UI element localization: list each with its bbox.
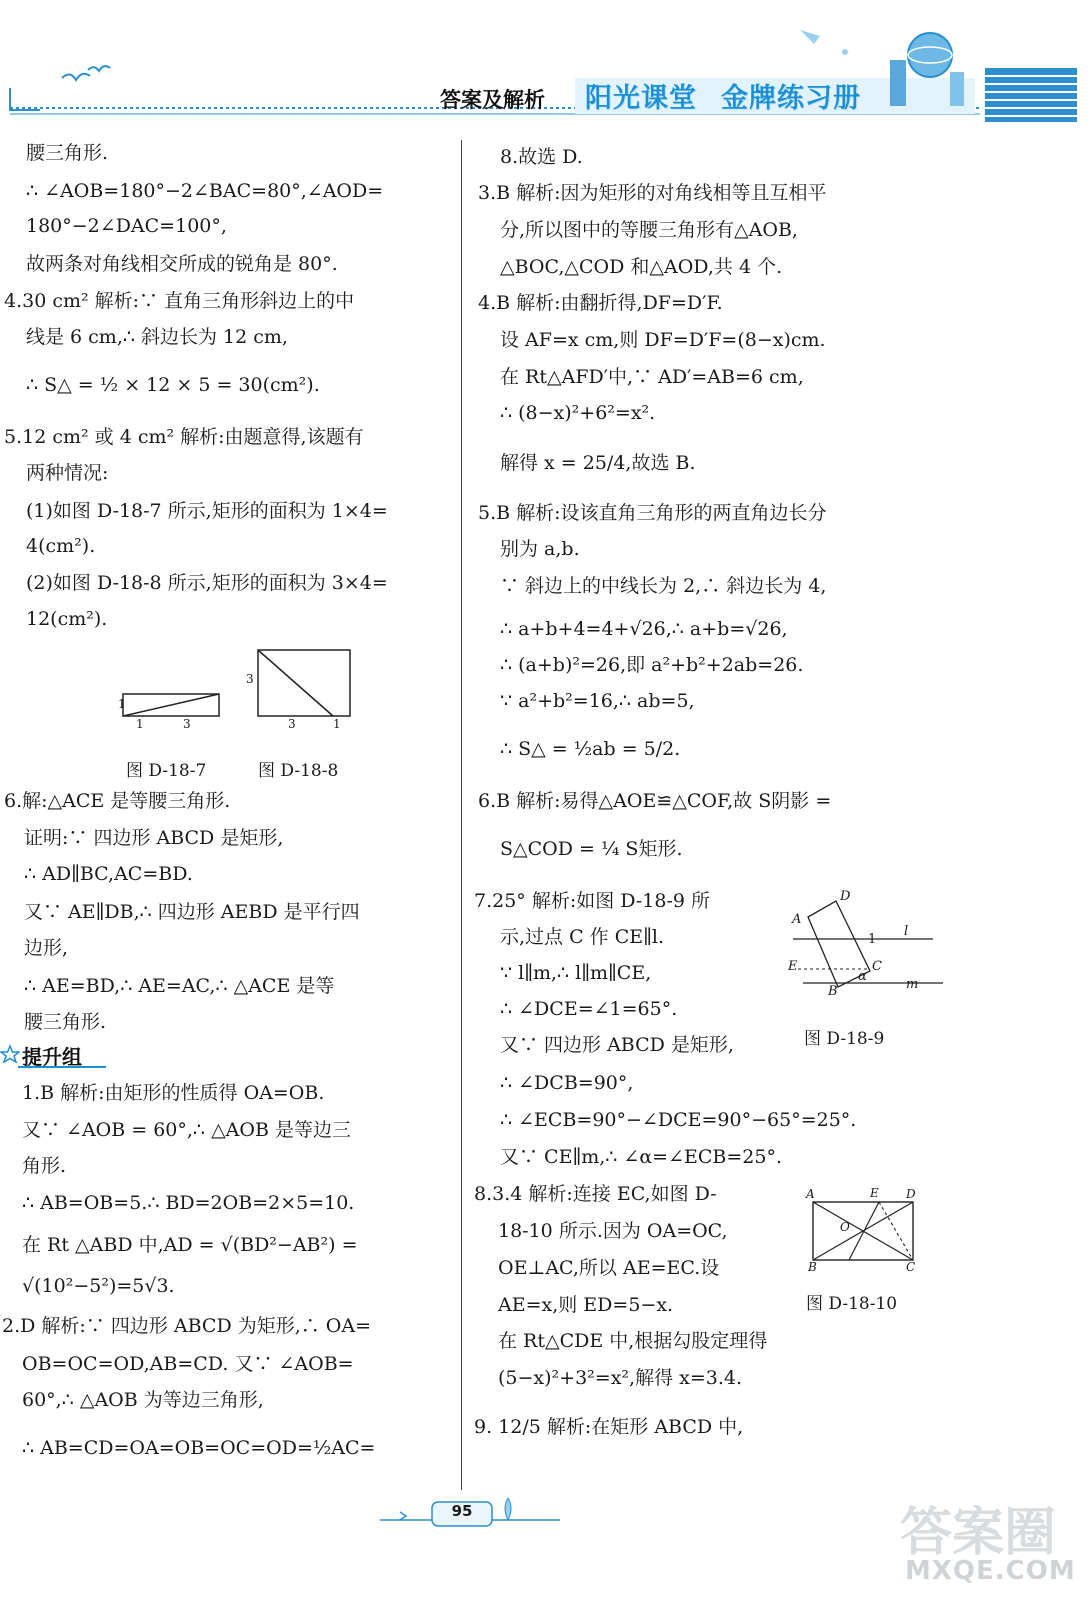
text-line: 线是 6 cm,∴ 斜边长为 12 cm, xyxy=(26,326,288,348)
text-line: 证明:∵ 四边形 ABCD 是矩形, xyxy=(24,827,284,849)
text-line: 在 Rt△CDE 中,根据勾股定理得 xyxy=(498,1330,768,1352)
brand-title xyxy=(585,76,885,115)
figure-d18-9 xyxy=(788,887,948,1007)
fig9-label: D xyxy=(840,889,851,904)
text-line: ∴ a+b+4=4+√26,∴ a+b=√26, xyxy=(500,618,788,640)
text-line: ∵ 斜边上的中线长为 2,∴ 斜边长为 4, xyxy=(500,575,827,597)
text-line: 在 Rt△AFD′中,∵ AD′=AB=6 cm, xyxy=(500,366,804,388)
fig9-label: α xyxy=(858,969,867,984)
text-line: 又∵ ∠AOB = 60°,∴ △AOB 是等边三 xyxy=(22,1119,351,1141)
text-line: 又∵ 四边形 ABCD 是矩形, xyxy=(500,1034,734,1056)
text-line: (5−x)²+3²=x²,解得 x=3.4. xyxy=(498,1367,743,1389)
fig7-label: 1 xyxy=(118,697,126,711)
text-line: 又∵ AE∥DB,∴ 四边形 AEBD 是平行四 xyxy=(24,901,360,923)
fig9-label: 1 xyxy=(868,932,877,947)
text-line: 边形, xyxy=(24,937,69,959)
text-line: AE=x,则 ED=5−x. xyxy=(498,1294,674,1316)
text-line: 分,所以图中的等腰三角形有△AOB, xyxy=(500,219,798,241)
text-line: ∴ ∠DCE=∠1=65°. xyxy=(500,998,678,1020)
text-line: 腰三角形. xyxy=(24,1011,107,1033)
section-underline xyxy=(18,1066,106,1068)
text-line: (2)如图 D-18-8 所示,矩形的面积为 3×4= xyxy=(26,572,388,594)
formula-line: ∴ S△ = ½ab = 5/2. xyxy=(500,738,681,760)
watermark-logo: 答案圈 xyxy=(900,1503,1057,1563)
text-line: 设 AF=x cm,则 DF=D′F=(8−x)cm. xyxy=(500,329,826,351)
answer-line: 9. 12/5 解析:在矩形 ABCD 中, xyxy=(474,1416,744,1438)
text-line: 在 Rt △ABD 中,AD = √(BD²−AB²) = xyxy=(22,1234,358,1256)
answer-line: 4.30 cm² 解析:∵ 直角三角形斜边上的中 xyxy=(4,290,355,312)
fig9-label: E xyxy=(788,959,798,974)
text-line: 示,过点 C 作 CE∥l. xyxy=(500,926,664,948)
fig9-label: C xyxy=(872,959,882,974)
text-line: 18-10 所示.因为 OA=OC, xyxy=(498,1220,728,1242)
answer-line: 2.D 解析:∵ 四边形 ABCD 为矩形,∴ OA= xyxy=(2,1315,372,1337)
text-line: ∴ (8−x)²+6²=x². xyxy=(500,402,656,424)
text-line: (1)如图 D-18-7 所示,矩形的面积为 1×4= xyxy=(26,500,388,522)
text-line: △BOC,△COD 和△AOD,共 4 个. xyxy=(500,256,783,278)
text-line: 8.故选 D. xyxy=(500,146,583,168)
line-ef xyxy=(849,1202,879,1260)
text-line: ∵ a²+b²=16,∴ ab=5, xyxy=(500,690,695,712)
text-line: 60°,∴ △AOB 为等边三角形, xyxy=(22,1389,264,1411)
fig10-label: E xyxy=(870,1186,879,1200)
fig10-label: B xyxy=(808,1260,817,1274)
answer-line: 3.B 解析:因为矩形的对角线相等且互相平 xyxy=(478,182,827,204)
fig10-label: D xyxy=(906,1187,916,1201)
fig9-caption: 图 D-18-9 xyxy=(804,1029,885,1049)
text-line: 4(cm²). xyxy=(26,535,96,557)
text-line: ∴ AD∥BC,AC=BD. xyxy=(24,863,193,885)
answer-line: 1.B 解析:由矩形的性质得 OA=OB. xyxy=(22,1082,325,1104)
fig8-label: 1 xyxy=(333,717,341,731)
text-line: 180°−2∠DAC=100°, xyxy=(26,215,227,237)
formula-line: ∴ S△ = ½ × 12 × 5 = 30(cm²). xyxy=(26,374,320,396)
fig8-label: 3 xyxy=(246,672,254,686)
fig10-label: A xyxy=(806,1187,815,1201)
text-line: ∴ ∠DCB=90°, xyxy=(500,1072,634,1094)
star-icon xyxy=(0,1044,20,1064)
text-line: √(10²−5²)=5√3. xyxy=(22,1275,175,1297)
text-line: 腰三角形. xyxy=(26,142,109,164)
answer-line: 5.B 解析:设该直角三角形的两直角边长分 xyxy=(478,502,827,524)
text-line: ∴ (a+b)²=26,即 a²+b²+2ab=26. xyxy=(500,654,804,676)
formula-line: S△COD = ¼ S矩形. xyxy=(500,838,683,860)
text-line: ∴ AE=BD,∴ AE=AC,∴ △ACE 是等 xyxy=(24,975,335,997)
answer-line: 8.3.4 解析:连接 EC,如图 D- xyxy=(474,1183,717,1205)
fig10-label: C xyxy=(906,1260,916,1274)
formula-line: ∴ AB=CD=OA=OB=OC=OD=½AC= xyxy=(22,1437,376,1459)
diag-fig8 xyxy=(258,650,333,716)
text-line: OE⊥AC,所以 AE=EC.设 xyxy=(498,1257,720,1279)
column-divider xyxy=(461,140,462,1490)
text-line: 角形. xyxy=(22,1155,67,1177)
text-line: 故两条对角线相交所成的锐角是 80°. xyxy=(26,253,338,275)
header-decoration xyxy=(0,0,1092,130)
rect-fig8 xyxy=(258,650,350,716)
answer-line: 4.B 解析:由翻折得,DF=D′F. xyxy=(478,292,723,314)
fig8-label: 3 xyxy=(288,717,296,731)
answer-line: 6.B 解析:易得△AOE≌△COF,故 S阴影 = xyxy=(478,790,832,812)
text-line: 别为 a,b. xyxy=(500,538,580,560)
fig8-caption: 图 D-18-8 xyxy=(258,761,339,781)
page-number: 95 xyxy=(451,1502,473,1520)
fig7-label: 3 xyxy=(183,717,191,731)
fig9-label: B xyxy=(828,984,838,999)
diag-fig7 xyxy=(123,694,219,716)
answer-line: 6.解:△ACE 是等腰三角形. xyxy=(4,790,231,812)
line-ec xyxy=(879,1202,913,1260)
text-line: ∴ AB=OB=5.∴ BD=2OB=2×5=10. xyxy=(22,1192,355,1214)
text-line: OB=OC=OD,AB=CD. 又∵ ∠AOB= xyxy=(22,1353,354,1375)
text-line: 又∵ CE∥m,∴ ∠α=∠ECB=25°. xyxy=(500,1146,783,1168)
section-title: 答案及解析 xyxy=(440,88,545,112)
brand-left: 阳光课堂 xyxy=(585,83,697,114)
fig10-caption: 图 D-18-10 xyxy=(806,1294,898,1314)
fig9-label: A xyxy=(792,912,802,927)
brand-right: 金牌练习册 xyxy=(721,83,861,114)
formula-line: 解得 x = 25/4,故选 B. xyxy=(500,452,696,474)
watermark-url: MXQE.COM xyxy=(905,1556,1076,1586)
fig7-label: 1 xyxy=(136,717,144,731)
text-line: 两种情况: xyxy=(26,462,109,484)
text-line: ∴ ∠AOB=180°−2∠BAC=80°,∠AOD= xyxy=(26,180,384,202)
bird-icon xyxy=(88,66,110,71)
text-line: ∵ l∥m,∴ l∥m∥CE, xyxy=(500,962,652,984)
fig9-label: l xyxy=(904,924,909,939)
fig9-label: m xyxy=(906,977,919,992)
bird-icon xyxy=(62,74,90,80)
answer-line: 7.25° 解析:如图 D-18-9 所 xyxy=(474,890,711,912)
section-label: 提升组 xyxy=(22,1045,82,1069)
text-line: ∴ ∠ECB=90°−∠DCE=90°−65°=25°. xyxy=(500,1109,857,1131)
fig10-label: O xyxy=(840,1220,850,1234)
answer-line: 5.12 cm² 或 4 cm² 解析:由题意得,该题有 xyxy=(4,426,364,448)
page-header xyxy=(0,0,1092,130)
text-line: 12(cm²). xyxy=(26,608,108,630)
fig7-caption: 图 D-18-7 xyxy=(126,761,207,781)
